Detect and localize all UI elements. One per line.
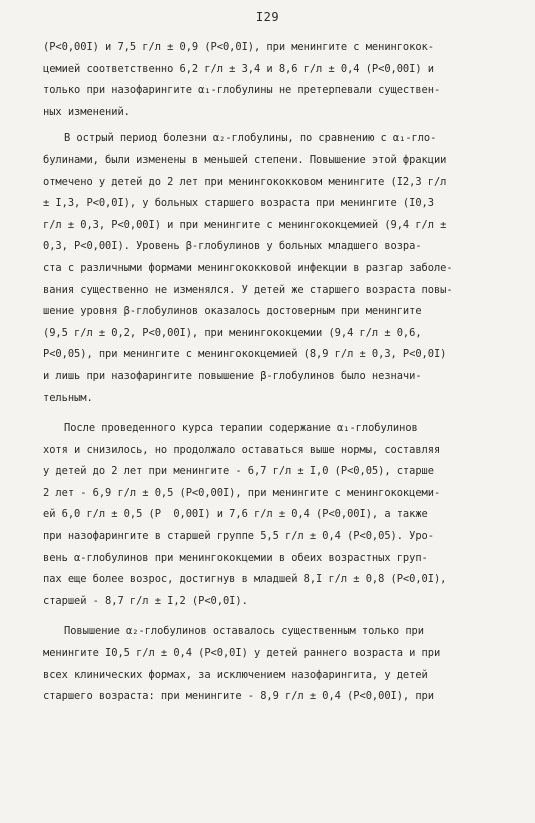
text-line: 0,3, P<0,00I). Уровень β-глобулинов у больных младшего возра- xyxy=(43,240,422,253)
body-text xyxy=(43,37,521,708)
text-line: После проведенного курса терапии содержание α₁-глобулинов xyxy=(64,422,418,435)
text-line: у детей до 2 лет при менингите - 6,7 г/л ± I,0 (P<0,05), старше xyxy=(43,465,434,478)
text-line: старшей - 8,7 г/л ± I,2 (P<0,0I). xyxy=(43,594,248,607)
text-line: вания существенно не изменялся. У детей же старшего возраста повы- xyxy=(43,283,453,296)
paragraph-gap xyxy=(43,612,521,621)
text-line: и лишь при назофарингите повышение β-глобулинов было незначи- xyxy=(43,369,422,382)
text-line: всех клинических формах, за исключением назофарингита, у детей xyxy=(43,668,428,681)
text-line: менингите I0,5 г/л ± 0,4 (P<0,0I) у детей раннего возраста и при xyxy=(43,647,441,660)
paragraph xyxy=(43,128,521,409)
text-line: только при назофарингите α₁-глобулины не претерпевали существен- xyxy=(43,84,441,97)
text-line: пах еще более возрос, достигнув в младшей 8,I г/л ± 0,8 (P<0,0I), xyxy=(43,573,447,586)
text-line: отмечено у детей до 2 лет при менингококковом менингите (I2,3 г/л xyxy=(43,175,447,188)
text-line: булинами, были изменены в меньшей степени. Повышение этой фракции xyxy=(43,153,447,166)
paragraph xyxy=(43,418,521,612)
text-line: при назофарингите в старшей группе 5,5 г/л ± 0,4 (P<0,05). Уро- xyxy=(43,530,434,543)
text-line: вень α-глобулинов при менингококцемии в обеих возрастных груп- xyxy=(43,551,428,564)
text-line: тельным. xyxy=(43,391,93,404)
text-line: цемией соответственно 6,2 г/л ± 3,4 и 8,6 г/л ± 0,4 (P<0,00I) и xyxy=(43,62,434,75)
text-line: 2 лет - 6,9 г/л ± 0,5 (P<0,00I), при менингите с менингококцеми- xyxy=(43,486,441,499)
text-line: шение уровня β-глобулинов оказалось достоверным при менингите xyxy=(43,305,422,318)
text-line: ± I,3, P<0,0I), у больных старшего возраста при менингите (I0,3 xyxy=(43,197,434,210)
text-line: ей 6,0 г/л ± 0,5 (P 0,00I) и 7,6 г/л ± 0,4 (P<0,00I), а также xyxy=(43,508,428,521)
paragraph xyxy=(43,37,521,123)
text-line: (P<0,00I) и 7,5 г/л ± 0,9 (P<0,0I), при менингите с менингокок- xyxy=(43,41,434,53)
text-line: Повышение α₂-глобулинов оставалось существенным только при xyxy=(64,625,424,638)
text-line: ста с различными формами менингококковой инфекции в разгар заболе- xyxy=(43,261,453,274)
text-line: P<0,05), при менингите с менингококцемией (8,9 г/л ± 0,3, P<0,0I) xyxy=(43,348,447,361)
text-line: г/л ± 0,3, P<0,00I) и при менингите с менингококцемией (9,4 г/л ± xyxy=(43,218,447,231)
text-line: В острый период болезни α₂-глобулины, по сравнению с α₁-гло- xyxy=(64,132,437,145)
text-line: хотя и снизилось, но продолжало оставаться выше нормы, составляя xyxy=(43,443,441,456)
page-number: I29 xyxy=(255,10,280,24)
text-line: ных изменений. xyxy=(43,105,130,118)
paragraph-gap xyxy=(43,409,521,418)
paragraph xyxy=(43,621,521,707)
text-line: (9,5 г/л ± 0,2, P<0,00I), при менингококцемии (9,4 г/л ± 0,6, xyxy=(43,326,422,339)
text-line: старшего возраста: при менингите - 8,9 г/л ± 0,4 (P<0,00I), при xyxy=(43,690,434,703)
